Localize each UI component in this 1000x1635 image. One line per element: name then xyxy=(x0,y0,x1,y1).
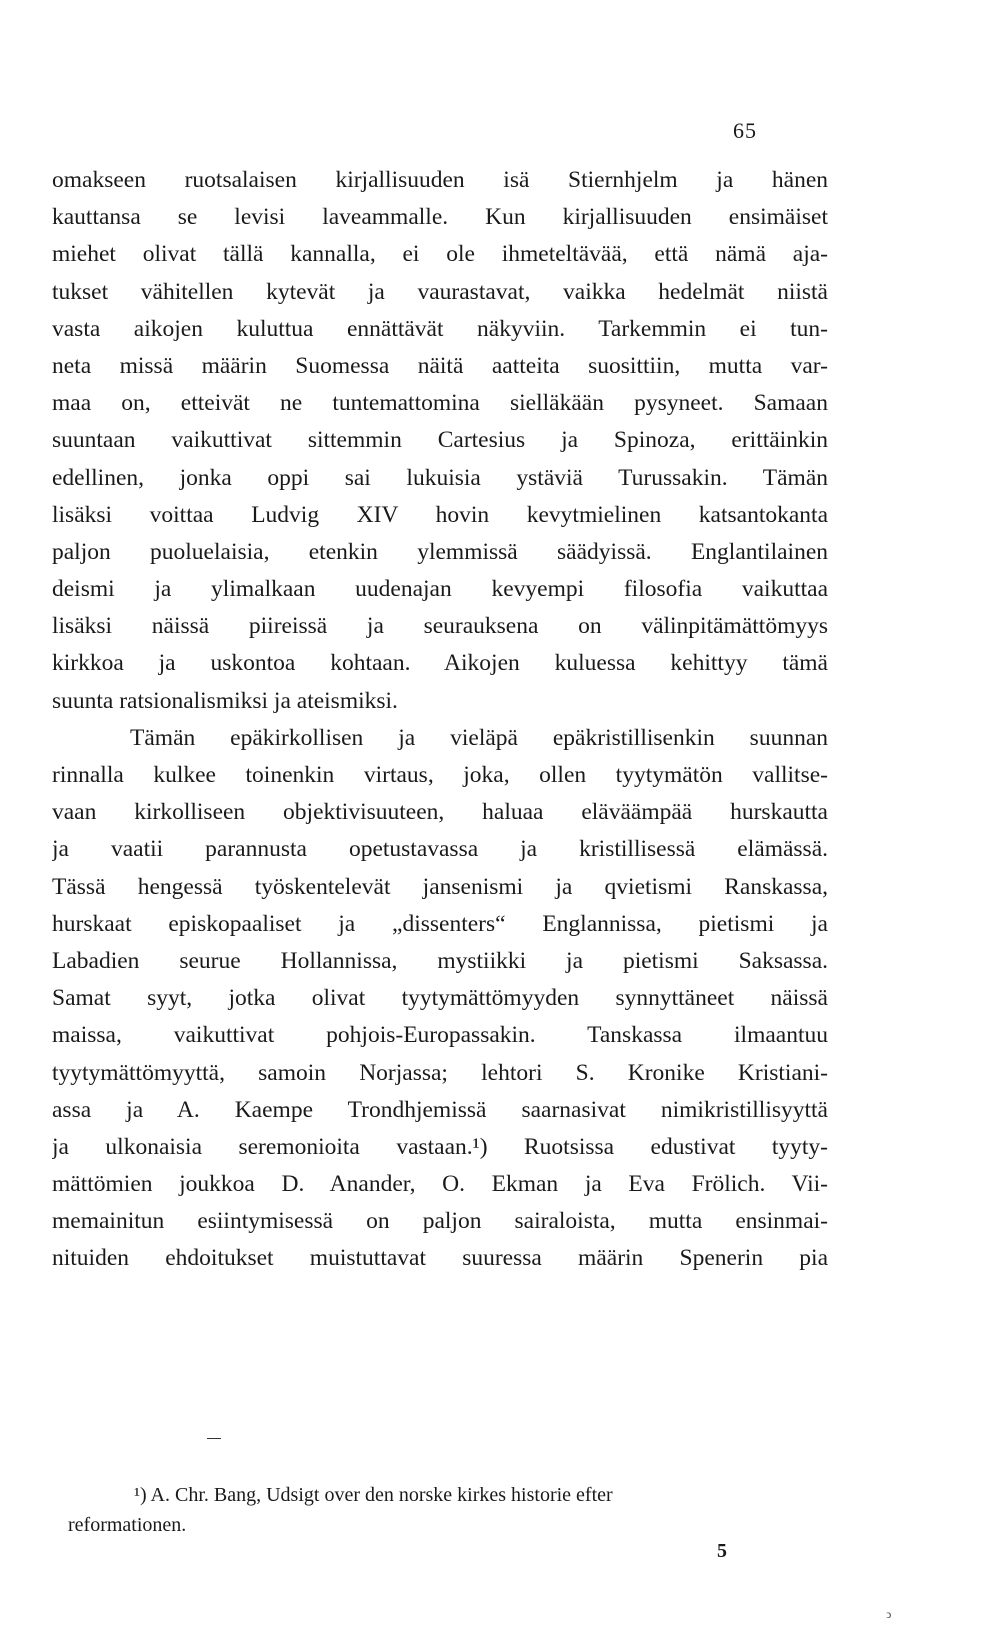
text-line: tyytymättömyyttä, samoin Norjassa; lehtori S. Kronike Kristiani- xyxy=(52,1059,828,1086)
text-line: miehet olivat tällä kannalla, ei ole ihmeteltävää, että nämä aja- xyxy=(52,241,828,268)
text-line: suunta ratsionalismiksi ja ateismiksi. xyxy=(52,687,398,714)
footnote-line: reformationen. xyxy=(68,1514,187,1536)
text-line: lisäksi näissä piireissä ja seurauksena on välinpitämättömyys xyxy=(52,613,828,640)
text-line: assa ja A. Kaempe Trondhjemissä saarnasivat nimikristillisyyttä xyxy=(52,1096,828,1123)
footnote xyxy=(68,1480,828,1540)
text-line: mättömien joukkoa D. Anander, O. Ekman ja Eva Frölich. Vii- xyxy=(52,1171,828,1198)
text-line: maissa, vaikuttivat pohjois-Europassakin. Tanskassa ilmaantuu xyxy=(52,1022,828,1049)
corner-mark: ↄ xyxy=(886,1607,892,1621)
signature-mark: 5 xyxy=(717,1540,727,1562)
text-line: deismi ja ylimalkaan uudenajan kevyempi filosofia vaikuttaa xyxy=(52,576,828,603)
body-text xyxy=(52,162,828,1278)
text-line: hurskaat episkopaaliset ja „dissenters“ Englannissa, pietismi ja xyxy=(52,910,828,937)
page-number: 65 xyxy=(733,118,757,143)
text-line: ja vaatii parannusta opetustavassa ja kristillisessä elämässä. xyxy=(52,836,828,863)
text-line: kauttansa se levisi laveammalle. Kun kirjallisuuden ensimäiset xyxy=(52,204,828,231)
text-line: nituiden ehdoitukset muistuttavat suuressa määrin Spenerin pia xyxy=(52,1245,828,1272)
text-line: paljon puoluelaisia, etenkin ylemmissä säädyissä. Englantilainen xyxy=(52,538,828,565)
text-line: Tässä hengessä työskentelevät jansenismi ja qvietismi Ranskassa, xyxy=(52,873,828,900)
text-line: memainitun esiintymisessä on paljon sairaloista, mutta ensinmai- xyxy=(52,1208,828,1235)
text-line: Labadien seurue Hollannissa, mystiikki ja pietismi Saksassa. xyxy=(52,947,828,974)
text-line: vaan kirkolliseen objektivisuuteen, haluaa eläväämpää hurskautta xyxy=(52,799,828,826)
footnote-line: ¹) A. Chr. Bang, Udsigt over den norske kirkes historie efter xyxy=(134,1484,613,1506)
text-line: neta missä määrin Suomessa näitä aatteita suosittiin, mutta var- xyxy=(52,352,828,379)
text-line: Samat syyt, jotka olivat tyytymättömyyden synnyttäneet näissä xyxy=(52,985,828,1012)
text-line: edellinen, jonka oppi sai lukuisia ystäviä Turussakin. Tämän xyxy=(52,464,828,491)
text-line: Tämän epäkirkollisen ja vieläpä epäkristillisenkin suunnan xyxy=(130,724,828,751)
text-line: tukset vähitellen kytevät ja vaurastavat, vaikka hedelmät niistä xyxy=(52,278,828,305)
text-line: maa on, etteivät ne tuntemattomina sielläkään pysyneet. Samaan xyxy=(52,390,828,417)
text-line: suuntaan vaikuttivat sittemmin Cartesius ja Spinoza, erittäinkin xyxy=(52,427,828,454)
text-line: ja ulkonaisia seremonioita vastaan.¹) Ruotsissa edustivat tyyty- xyxy=(52,1133,828,1160)
text-line: lisäksi voittaa Ludvig XIV hovin kevytmielinen katsantokanta xyxy=(52,501,828,528)
text-line: rinnalla kulkee toinenkin virtaus, joka, ollen tyytymätön vallitse- xyxy=(52,762,828,788)
text-line: omakseen ruotsalaisen kirjallisuuden isä Stiernhjelm ja hänen xyxy=(52,167,828,193)
text-line: vasta aikojen kuluttua ennättävät näkyviin. Tarkemmin ei tun- xyxy=(52,315,828,342)
text-line: kirkkoa ja uskontoa kohtaan. Aikojen kuluessa kehittyy tämä xyxy=(52,650,828,677)
footnote-separator xyxy=(207,1438,221,1439)
